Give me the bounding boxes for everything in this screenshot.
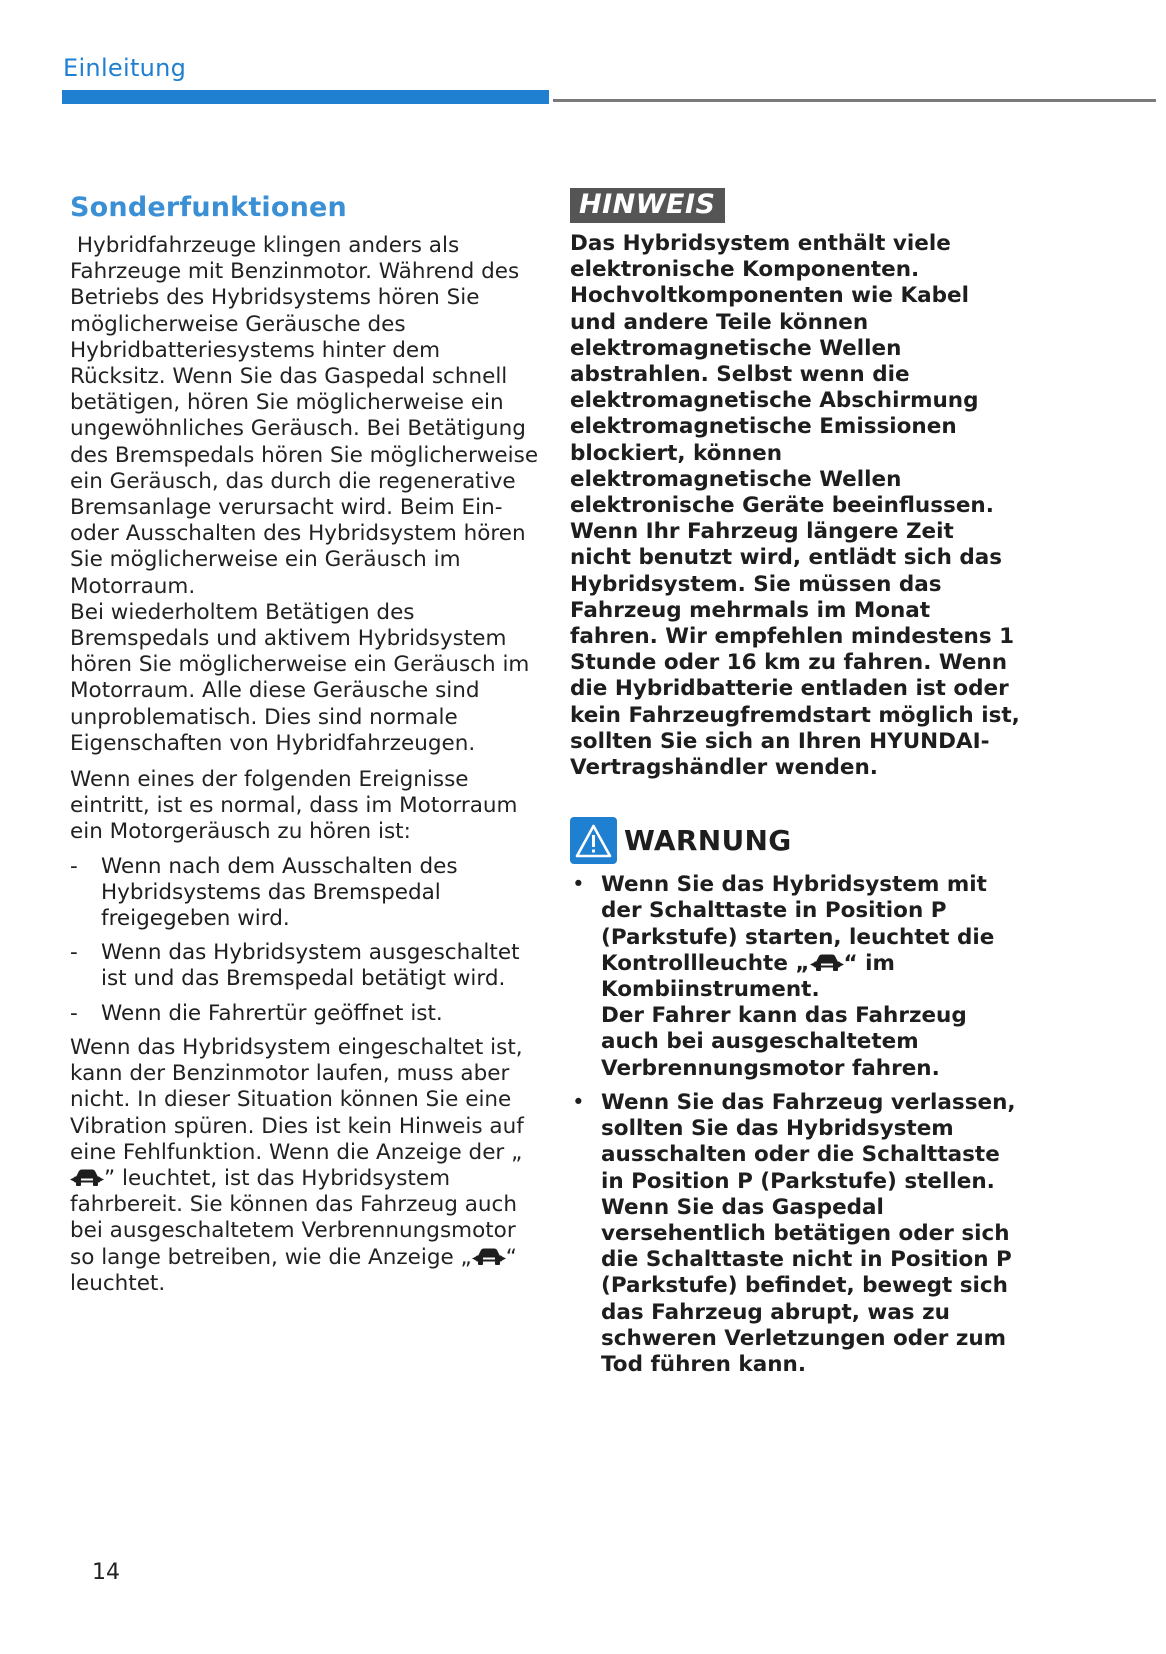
chapter-label: Einleitung <box>63 54 187 82</box>
notice-badge: HINWEIS <box>570 188 725 223</box>
warning-text-1a: Wenn Sie das Hybridsystem mit der Schalttaste in Position P (Parkstufe) starten, leuchtet die Kontrollleuchte „ <box>601 872 995 976</box>
warning-triangle-icon <box>570 817 617 864</box>
intro-text-2: Bei wiederholtem Betätigen des Bremspedals und aktivem Hybridsystem hören Sie möglicherweise ein Geräusch im Motorraum. Alle diese Geräusche sind unproblematisch. Dies sind normale Eigenschaften von Hybridfahrzeugen. <box>70 599 530 756</box>
events-list <box>70 854 540 1027</box>
warning-header <box>570 817 1020 864</box>
ready-car-icon <box>472 1247 506 1267</box>
dash-marker: - <box>70 1000 78 1026</box>
header-divider <box>553 99 1156 102</box>
warning-text-2: Wenn Sie das Fahrzeug verlassen, sollten Sie das Hybridsystem ausschalten oder die Schalttaste in Position P (Parkstufe) stellen. Wenn Sie das Gaspedal versehentlich betätigen oder sich die Schalttaste nicht in Position P (Parkstufe) befindet, bewegt sich das Fahrzeug abrupt, was zu schweren Verletzungen oder zum Tod führen kann. <box>601 1089 1016 1377</box>
intro-text: Hybridfahrzeuge klingen anders als Fahrzeuge mit Benzinmotor. Während des Betriebs des Hybridsystems hören Sie möglicherweise Geräusche des Hybridbatteriesystems hinter dem Rücksitz. Wenn Sie das Gaspedal schnell betätigen, hören Sie möglicherweise ein ungewöhnliches Geräusch. Bei Betätigung des Bremspedals hören Sie möglicherweise ein Geräusch, das durch die regenerative Bremsanlage verursacht wird. Beim Ein- oder Ausschalten des Hybridsystem hören Sie möglicherweise ein Geräusch im Motorraum. <box>70 233 545 599</box>
intro-paragraph <box>70 233 545 757</box>
notice-text: Das Hybridsystem enthält viele elektronische Komponenten. Hochvoltkomponenten wie Kabel und andere Teile können elektromagnetische Wellen abstrahlen. Selbst wenn die elektromagnetische Abschirmung elektromagnetische Emissionen blockiert, können elektromagnetische Wellen elektronische Geräte beeinflussen. Wenn Ihr Fahrzeug längere Zeit nicht benutzt wird, entlädt sich das Hybridsystem. Sie müssen das Fahrzeug mehrmals im Monat fahren. Wir empfehlen mindestens 1 Stunde oder 16 km zu fahren. Wenn die Hybridbatterie entladen ist oder kein Fahrzeugfremdstart möglich ist, sollten Sie sich an Ihren HYUNDAI-Vertragshändler wenden. <box>570 231 1020 781</box>
warning-text-1c: Der Fahrer kann das Fahrzeug auch bei ausgeschaltetem Verbrennungsmotor fahren. <box>601 1003 967 1081</box>
closing-text-2: ” leuchtet, ist das Hybridsystem fahrbereit. Sie können das Fahrzeug auch bei ausgeschaltetem Verbrennungsmotor so lange betreiben, wie die Anzeige „ <box>70 1165 517 1270</box>
list-item <box>570 872 1020 1082</box>
right-column <box>570 188 1020 1386</box>
list-item <box>570 1090 1020 1378</box>
event-text: Wenn die Fahrertür geöffnet ist. <box>101 1000 443 1026</box>
closing-paragraph <box>70 1035 540 1297</box>
event-text: Wenn das Hybridsystem ausgeschaltet ist und das Bremspedal betätigt wird. <box>101 940 520 992</box>
warning-text-1b: “ im Kombiinstrument. <box>601 950 895 1003</box>
event-text: Wenn nach dem Ausschalten des Hybridsystems das Bremspedal freigegeben wird. <box>101 853 458 932</box>
list-item <box>70 854 540 933</box>
dash-marker: - <box>70 853 78 879</box>
warning-title: WARNUNG <box>624 824 792 858</box>
closing-text-3: “ leuchtet. <box>70 1244 517 1296</box>
page-number: 14 <box>92 1560 120 1585</box>
bullet-marker: • <box>572 872 585 898</box>
ready-car-icon <box>70 1168 104 1188</box>
closing-text-1: Wenn das Hybridsystem eingeschaltet ist, kann der Benzinmotor laufen, muss aber nicht. In dieser Situation können Sie eine Vibration spüren. Dies ist kein Hinweis auf eine Fehlfunktion. Wenn die Anzeige der „ <box>70 1034 524 1165</box>
list-item <box>70 1001 540 1027</box>
ready-car-icon <box>810 953 844 973</box>
bullet-marker: • <box>572 1089 585 1115</box>
left-column <box>70 192 545 1297</box>
warning-list <box>570 872 1020 1378</box>
dash-marker: - <box>70 940 78 966</box>
events-intro: Wenn eines der folgenden Ereignisse eintritt, ist es normal, dass im Motorraum ein Motorgeräusch zu hören ist: <box>70 767 518 845</box>
header-accent-bar <box>62 90 549 104</box>
section-title: Sonderfunktionen <box>70 192 347 223</box>
list-item <box>70 940 540 992</box>
